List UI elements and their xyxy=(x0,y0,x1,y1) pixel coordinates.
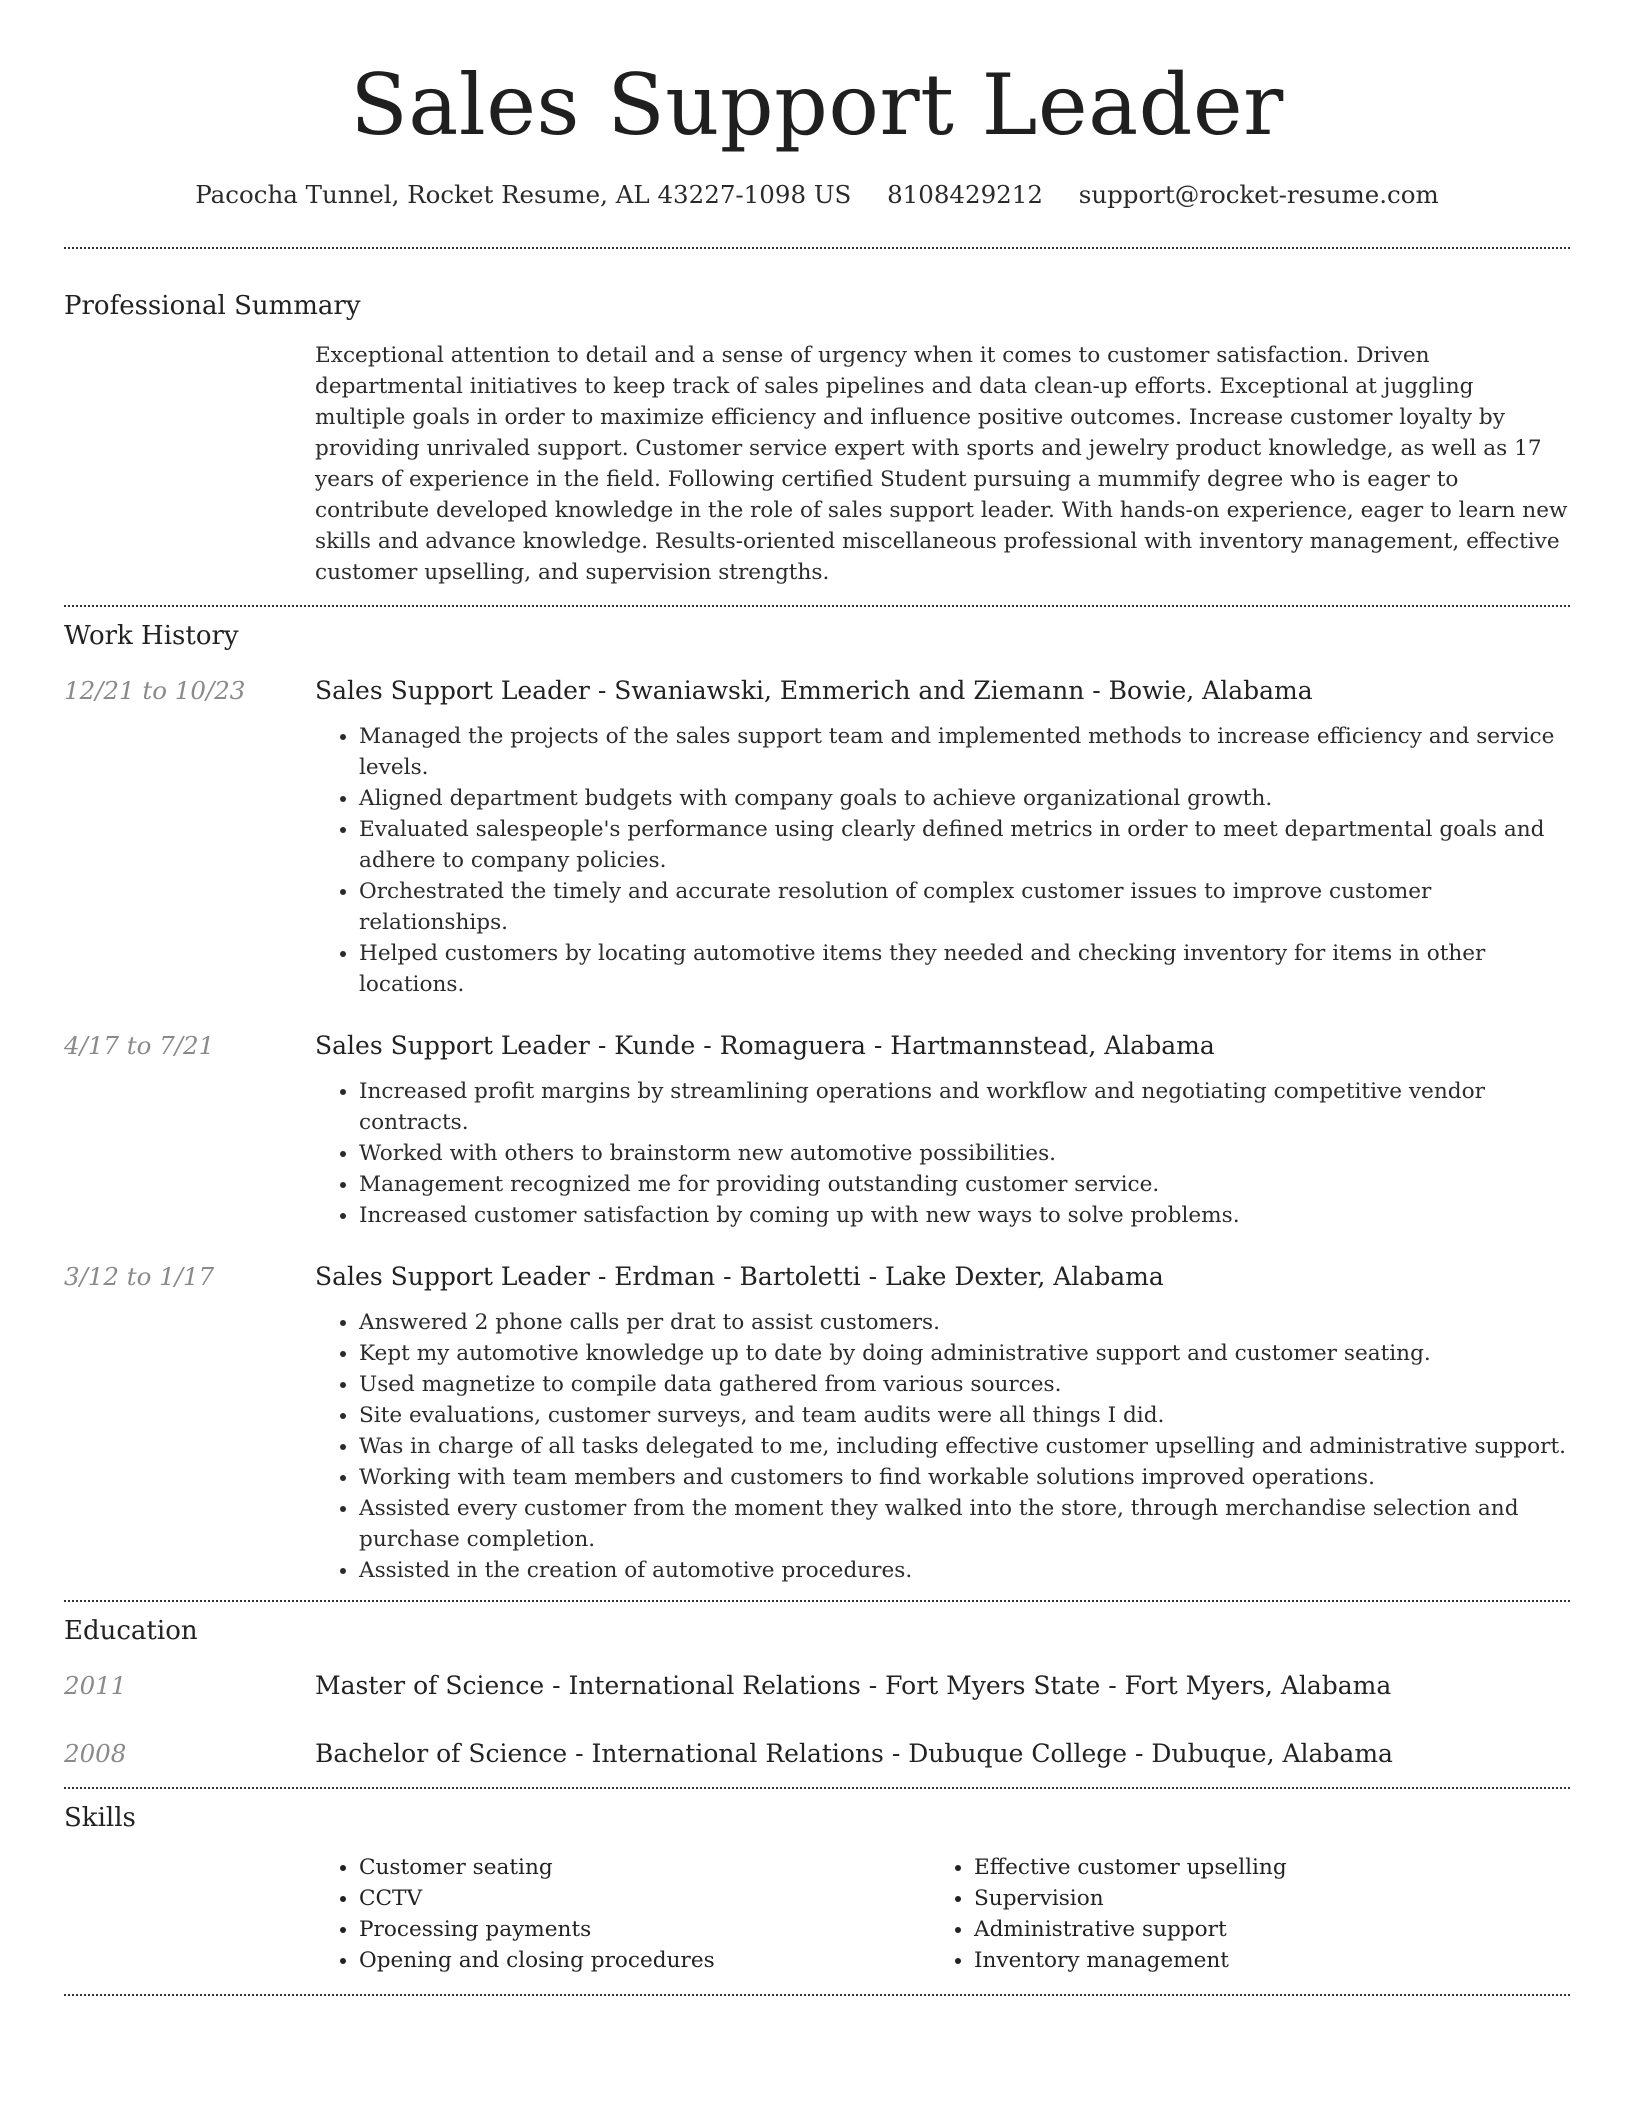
skill-item: • Administrative support xyxy=(974,1914,1545,1945)
job-header xyxy=(64,1030,1570,1062)
education-year: 2008 xyxy=(64,1739,127,1768)
list-item: • Assisted in the creation of automotive procedures. xyxy=(359,1555,1570,1586)
email: support@rocket-resume.com xyxy=(1078,180,1439,209)
job-heading: Sales Support Leader - Erdman - Bartoletti - Lake Dexter, Alabama xyxy=(315,1262,1164,1291)
skill-item: • CCTV xyxy=(359,1883,930,1914)
education-entry xyxy=(64,1738,1570,1770)
list-item: • Worked with others to brainstorm new automotive possibilities. xyxy=(359,1138,1570,1169)
divider xyxy=(64,247,1570,249)
job-dates: 3/12 to 1/17 xyxy=(64,1262,215,1291)
job-dates: 12/21 to 10/23 xyxy=(64,676,246,705)
contact-line xyxy=(64,178,1570,212)
skill-item: • Customer seating xyxy=(359,1852,930,1883)
list-item: • Aligned department budgets with company goals to achieve organizational growth. xyxy=(359,783,1570,814)
summary-text: Exceptional attention to detail and a sense of urgency when it comes to customer satisfaction. Driven departmental initiatives to keep track of sales pipelines and data clean-up efforts. Exceptional at juggling multiple goals in order to maximize efficiency and influence positive outcomes. Increase customer loyalty by providing unrivaled support. Customer service expert with sports and jewelry product knowledge, as well as 17 years of experience in the field. Following certified Student pursuing a mummify degree who is eager to contribute developed knowledge in the role of sales support leader. With hands-on experience, eager to learn new skills and advance knowledge. Results-oriented miscellaneous professional with inventory management, effective customer upselling, and supervision strengths. xyxy=(315,343,1568,585)
job-entry xyxy=(64,1261,1570,1586)
divider xyxy=(64,1787,1570,1789)
list-item: • Increased profit margins by streamlining operations and workflow and negotiating competitive vendor contracts. xyxy=(359,1076,1570,1138)
divider xyxy=(64,1994,1570,1996)
skill-item: • Processing payments xyxy=(359,1914,930,1945)
list-item: • Used magnetize to compile data gathered from various sources. xyxy=(359,1369,1570,1400)
list-item: • Helped customers by locating automotive items they needed and checking inventory for items in other locations. xyxy=(359,938,1570,1000)
skill-item: • Supervision xyxy=(974,1883,1545,1914)
list-item: • Kept my automotive knowledge up to date by doing administrative support and customer seating. xyxy=(359,1338,1570,1369)
list-item: • Evaluated salespeople's performance using clearly defined metrics in order to meet departmental goals and adhere to company policies. xyxy=(359,814,1570,876)
job-heading: Sales Support Leader - Kunde - Romaguera - Hartmannstead, Alabama xyxy=(315,1031,1215,1060)
address: Pacocha Tunnel, Rocket Resume, AL 43227-1098 US xyxy=(195,180,852,209)
education-text: Bachelor of Science - International Relations - Dubuque College - Dubuque, Alabama xyxy=(315,1739,1393,1768)
education-text: Master of Science - International Relations - Fort Myers State - Fort Myers, Alabama xyxy=(315,1671,1392,1700)
job-bullets xyxy=(64,1307,1570,1586)
job-bullets xyxy=(64,1076,1570,1231)
skill-item: • Effective customer upselling xyxy=(974,1852,1545,1883)
job-header xyxy=(64,675,1570,707)
skills-column-right xyxy=(930,1852,1545,1976)
list-item: • Answered 2 phone calls per drat to assist customers. xyxy=(359,1307,1570,1338)
education-year: 2011 xyxy=(64,1671,127,1700)
list-item: • Assisted every customer from the moment they walked into the store, through merchandise selection and purchase completion. xyxy=(359,1493,1570,1555)
section-title-education: Education xyxy=(64,1616,198,1646)
list-item: • Increased customer satisfaction by coming up with new ways to solve problems. xyxy=(359,1200,1570,1231)
skills-column-left xyxy=(315,1852,930,1976)
skill-item: • Inventory management xyxy=(974,1945,1545,1976)
list-item: • Was in charge of all tasks delegated to me, including effective customer upselling and administrative support. xyxy=(359,1431,1570,1462)
job-dates: 4/17 to 7/21 xyxy=(64,1031,215,1060)
resume-page xyxy=(64,0,1570,1996)
section-title-skills: Skills xyxy=(64,1803,136,1833)
job-entry xyxy=(64,675,1570,1000)
skills-list xyxy=(315,1852,1570,1976)
job-header xyxy=(64,1261,1570,1293)
skill-item: • Opening and closing procedures xyxy=(359,1945,930,1976)
divider xyxy=(64,1600,1570,1602)
resume-name: Sales Support Leader xyxy=(350,56,1284,154)
divider xyxy=(64,605,1570,607)
list-item: • Site evaluations, customer surveys, and team audits were all things I did. xyxy=(359,1400,1570,1431)
list-item: • Managed the projects of the sales support team and implemented methods to increase efficiency and service levels. xyxy=(359,721,1570,783)
education-entry xyxy=(64,1670,1570,1702)
job-entry xyxy=(64,1030,1570,1231)
job-heading: Sales Support Leader - Swaniawski, Emmerich and Ziemann - Bowie, Alabama xyxy=(315,676,1313,705)
section-title-summary: Professional Summary xyxy=(64,291,361,321)
section-title-work-history: Work History xyxy=(64,621,239,651)
job-bullets xyxy=(64,721,1570,1000)
list-item: • Management recognized me for providing outstanding customer service. xyxy=(359,1169,1570,1200)
list-item: • Orchestrated the timely and accurate resolution of complex customer issues to improve customer relationships. xyxy=(359,876,1570,938)
phone: 8108429212 xyxy=(887,180,1043,209)
list-item: • Working with team members and customers to find workable solutions improved operations. xyxy=(359,1462,1570,1493)
